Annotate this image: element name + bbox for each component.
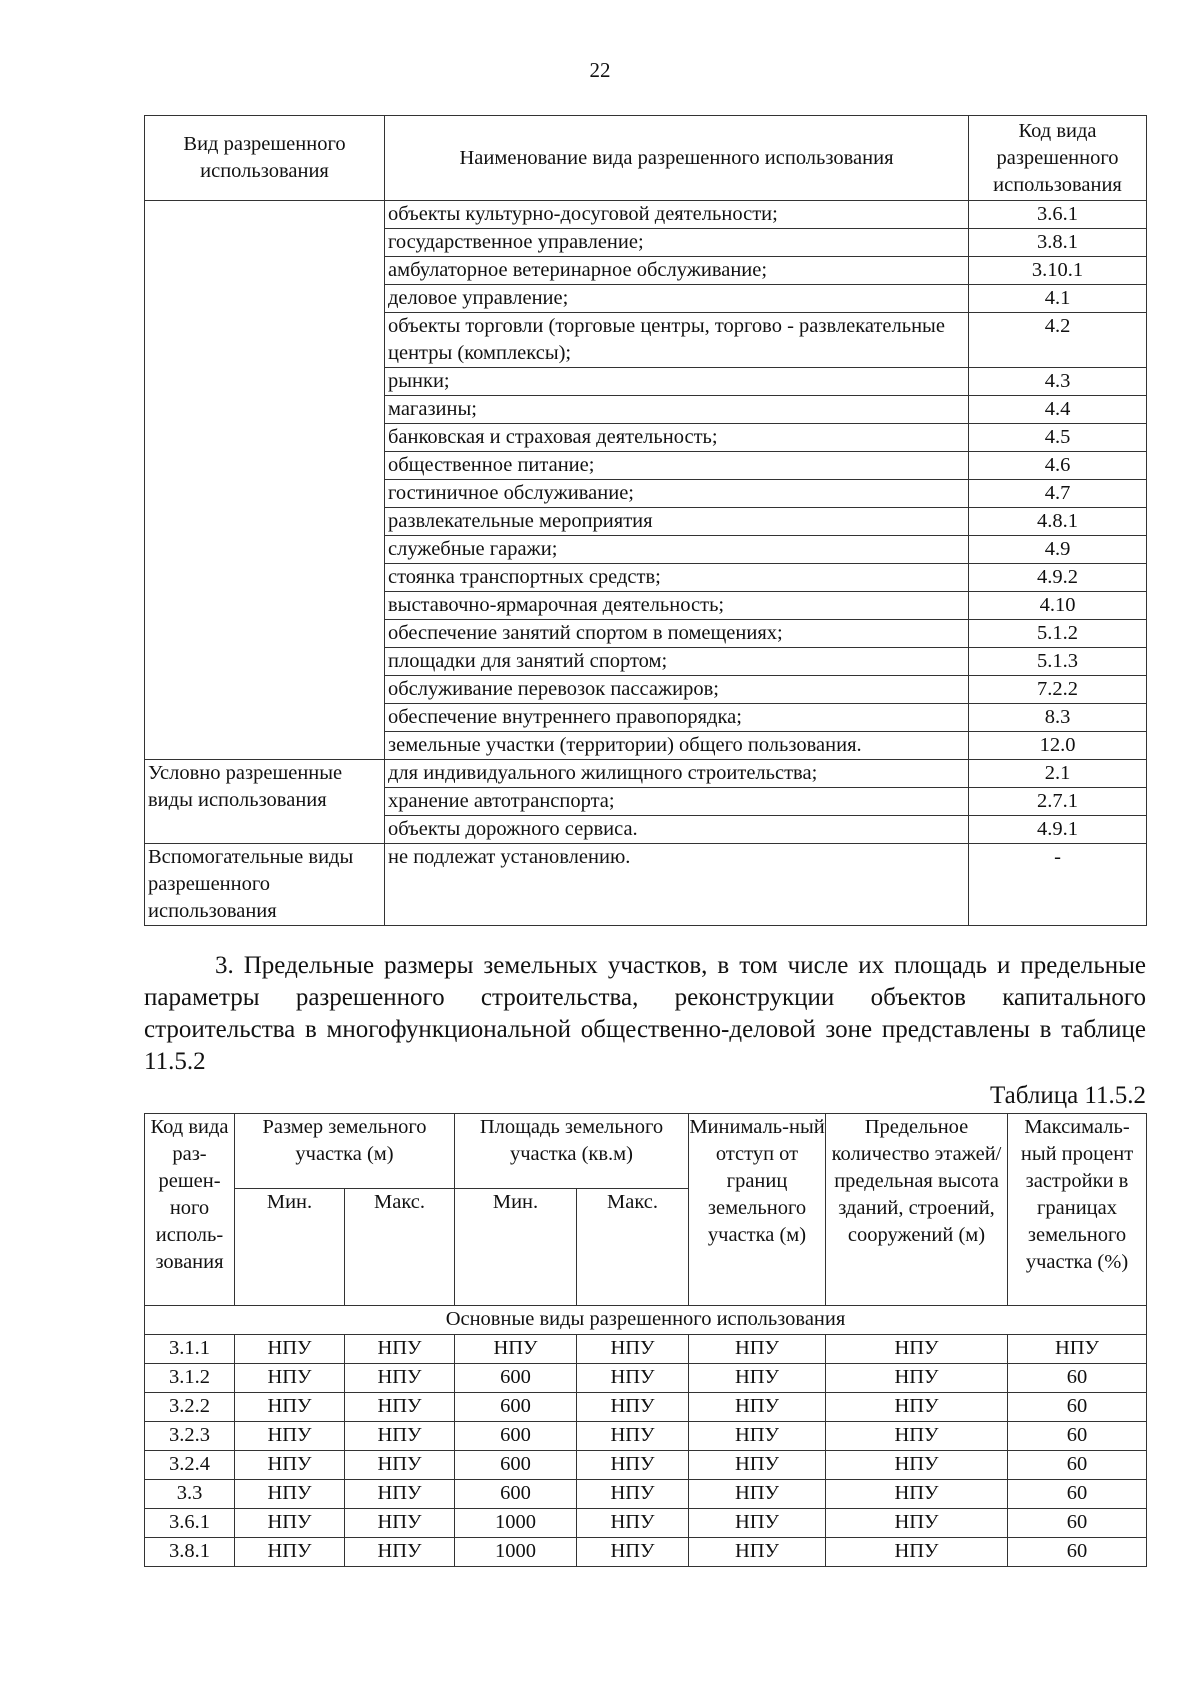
section-label: Основные виды разрешенного использования [145,1306,1147,1335]
table-cell: НПУ [345,1364,455,1393]
conditional-uses-label: Условно разрешенные виды использования [145,760,385,844]
use-code: 5.1.3 [969,648,1147,676]
use-code: 7.2.2 [969,676,1147,704]
table-row [145,1538,1147,1567]
table-cell: НПУ [577,1480,689,1509]
table-cell: НПУ [577,1422,689,1451]
table-cell: 600 [455,1422,577,1451]
use-code: 4.9 [969,536,1147,564]
table-cell: НПУ [689,1393,826,1422]
header-code: Код вида раз-решен-ного исполь-зования [145,1114,235,1306]
table-cell: 3.1.2 [145,1364,235,1393]
table-cell: 3.2.3 [145,1422,235,1451]
table-cell: 3.8.1 [145,1538,235,1567]
table-cell: НПУ [577,1509,689,1538]
table-cell: НПУ [235,1393,345,1422]
use-name: амбулаторное ветеринарное обслуживание; [385,257,969,285]
table-cell: НПУ [826,1393,1008,1422]
plot-parameters-table [144,1113,1147,1567]
table-cell: НПУ [826,1364,1008,1393]
table-cell: НПУ [689,1480,826,1509]
use-name: обеспечение внутреннего правопорядка; [385,704,969,732]
table-row [145,1422,1147,1451]
use-code: 4.8.1 [969,508,1147,536]
header-area-min: Мин. [455,1189,577,1306]
table-cell: 60 [1008,1480,1147,1509]
use-name: магазины; [385,396,969,424]
header-use-type: Вид разрешенного использования [145,116,385,201]
use-name: государственное управление; [385,229,969,257]
table-cell: НПУ [235,1364,345,1393]
use-name: обеспечение занятий спортом в помещениях; [385,620,969,648]
table-cell: НПУ [577,1451,689,1480]
table-cell: НПУ [235,1422,345,1451]
use-code: 4.4 [969,396,1147,424]
table-cell: 3.2.2 [145,1393,235,1422]
table-cell: НПУ [689,1364,826,1393]
use-name: гостиничное обслуживание; [385,480,969,508]
table-cell: НПУ [577,1538,689,1567]
use-name: рынки; [385,368,969,396]
table-caption: Таблица 11.5.2 [990,1082,1146,1109]
table-row [145,1451,1147,1480]
header-use-name: Наименование вида разрешенного использования [385,116,969,201]
use-code: 3.8.1 [969,229,1147,257]
table-cell: НПУ [826,1451,1008,1480]
use-name: стоянка транспортных средств; [385,564,969,592]
table-cell: НПУ [235,1509,345,1538]
table-cell: НПУ [826,1538,1008,1567]
header-use-code: Код вида разрешенного использования [969,116,1147,201]
table-cell: НПУ [345,1335,455,1364]
table-cell: НПУ [826,1335,1008,1364]
table-cell: НПУ [345,1393,455,1422]
table-cell: 60 [1008,1422,1147,1451]
table-cell: НПУ [345,1538,455,1567]
table-cell: НПУ [577,1364,689,1393]
table-cell: НПУ [345,1422,455,1451]
page-number: 22 [589,58,611,82]
table-cell: НПУ [689,1538,826,1567]
header-plot-size: Размер земельного участка (м) [235,1114,455,1189]
use-code: 4.7 [969,480,1147,508]
use-code: 4.9.2 [969,564,1147,592]
use-name: не подлежат установлению. [385,844,969,926]
use-code: 3.6.1 [969,201,1147,229]
header-size-min: Мин. [235,1189,345,1306]
table-cell: НПУ [826,1480,1008,1509]
table-row [145,1480,1147,1509]
use-code: 5.1.2 [969,620,1147,648]
table-cell: 3.2.4 [145,1451,235,1480]
header-floors: Предельное количество этажей/ предельная высота зданий, строений, сооружений (м) [826,1114,1008,1306]
use-code: 4.3 [969,368,1147,396]
use-code: 4.5 [969,424,1147,452]
table-cell: НПУ [826,1422,1008,1451]
use-code: 4.1 [969,285,1147,313]
table-row [145,1509,1147,1538]
use-code: 4.6 [969,452,1147,480]
table-cell: 60 [1008,1393,1147,1422]
table-cell: 3.1.1 [145,1335,235,1364]
header-area-max: Макс. [577,1189,689,1306]
table-cell: 60 [1008,1509,1147,1538]
main-uses-label [145,201,385,760]
table-cell: 600 [455,1364,577,1393]
auxiliary-uses-label: Вспомогательные виды разрешенного использования [145,844,385,926]
table-cell: НПУ [235,1480,345,1509]
table-cell: НПУ [235,1538,345,1567]
table-cell: 1000 [455,1509,577,1538]
table-row [145,844,1147,926]
header-setback: Минималь-ный отступ от границ земельного участка (м) [689,1114,826,1306]
table-cell: НПУ [345,1451,455,1480]
table-cell: 60 [1008,1364,1147,1393]
use-code: 4.10 [969,592,1147,620]
use-name: деловое управление; [385,285,969,313]
use-name: объекты культурно-досуговой деятельности; [385,201,969,229]
permitted-use-table [144,115,1147,926]
table-cell: 60 [1008,1451,1147,1480]
table-row [145,201,1147,229]
use-name: для индивидуального жилищного строительства; [385,760,969,788]
use-code: 2.7.1 [969,788,1147,816]
table-cell: НПУ [1008,1335,1147,1364]
table-row [145,1364,1147,1393]
use-code: 3.10.1 [969,257,1147,285]
table-cell: НПУ [577,1335,689,1364]
use-name: хранение автотранспорта; [385,788,969,816]
use-name: общественное питание; [385,452,969,480]
header-size-max: Макс. [345,1189,455,1306]
table-row [145,1393,1147,1422]
table-header-row [145,116,1147,201]
table-cell: 1000 [455,1538,577,1567]
use-code: 4.9.1 [969,816,1147,844]
section-paragraph: 3. Предельные размеры земельных участков, в том числе их площадь и предельные параметры разрешенного строительства, реконструкции объектов капитального строительства в многофункциональной общественно-деловой зоне представлены в таблице 11.5.2 [144,952,1146,1075]
table-row [145,760,1147,788]
use-name: служебные гаражи; [385,536,969,564]
table-cell: НПУ [345,1480,455,1509]
use-name: площадки для занятий спортом; [385,648,969,676]
table-cell: НПУ [689,1509,826,1538]
header-plot-area: Площадь земельного участка (кв.м) [455,1114,689,1189]
table-cell: НПУ [235,1451,345,1480]
table-cell: НПУ [689,1422,826,1451]
use-name: объекты дорожного сервиса. [385,816,969,844]
table-cell: 600 [455,1393,577,1422]
table-cell: НПУ [577,1393,689,1422]
use-name: банковская и страховая деятельность; [385,424,969,452]
table-cell: НПУ [826,1509,1008,1538]
use-code: 12.0 [969,732,1147,760]
table-cell: НПУ [235,1335,345,1364]
table-row [145,1335,1147,1364]
table-cell: НПУ [455,1335,577,1364]
table-cell: НПУ [689,1335,826,1364]
use-name: развлекательные мероприятия [385,508,969,536]
use-name: объекты торговли (торговые центры, торгово - развлекательные центры (комплексы); [385,313,969,368]
use-name: земельные участки (территории) общего пользования. [385,732,969,760]
use-name: выставочно-ярмарочная деятельность; [385,592,969,620]
table-cell: 600 [455,1451,577,1480]
use-name: обслуживание перевозок пассажиров; [385,676,969,704]
header-coverage: Максималь-ный процент застройки в границах земельного участка (%) [1008,1114,1147,1306]
use-code: 8.3 [969,704,1147,732]
table-cell: НПУ [689,1451,826,1480]
table-cell: 600 [455,1480,577,1509]
use-code: - [969,844,1147,926]
table-cell: 3.3 [145,1480,235,1509]
table-cell: НПУ [345,1509,455,1538]
use-code: 2.1 [969,760,1147,788]
table-cell: 60 [1008,1538,1147,1567]
use-code: 4.2 [969,313,1147,368]
table-cell: 3.6.1 [145,1509,235,1538]
